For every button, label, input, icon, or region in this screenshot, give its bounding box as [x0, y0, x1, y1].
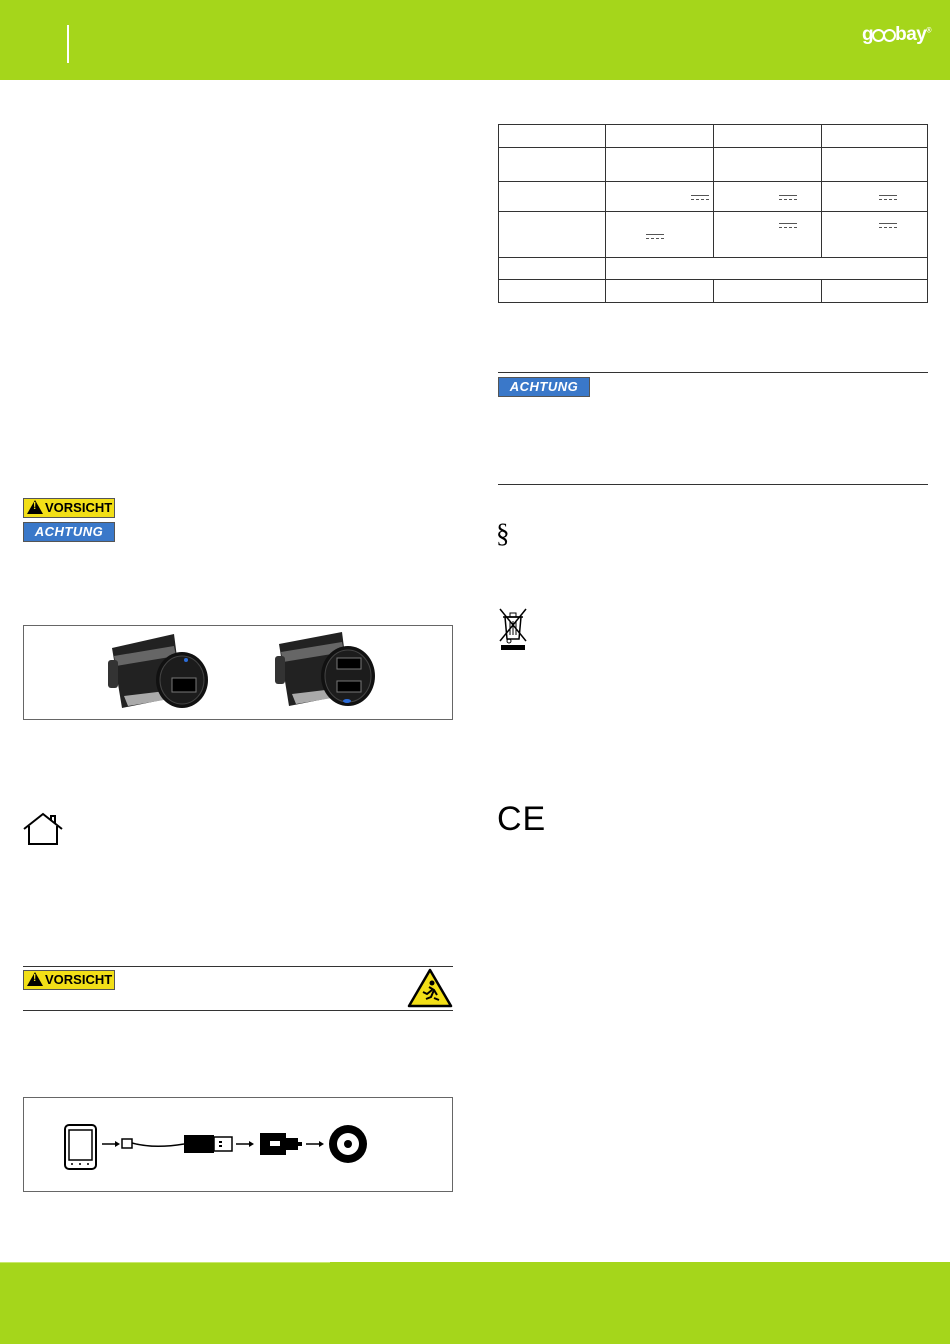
table-cell — [714, 125, 822, 148]
dc-symbol-icon — [779, 195, 797, 200]
table-cell — [714, 280, 822, 303]
table-cell — [714, 212, 822, 258]
table-cell — [714, 148, 822, 182]
table-row — [499, 258, 928, 280]
section-rule-top — [23, 966, 453, 967]
table-cell — [606, 212, 714, 258]
table-cell — [606, 280, 714, 303]
weee-bin-icon — [498, 607, 528, 651]
table-cell — [822, 148, 928, 182]
house-icon — [22, 812, 64, 846]
table-cell — [606, 182, 714, 212]
brand-logo: g bay® — [862, 24, 932, 45]
single-usb-charger-image — [108, 634, 208, 708]
table-cell — [499, 125, 606, 148]
arrow-icon — [236, 1141, 254, 1147]
smartphone-icon — [65, 1125, 96, 1169]
table-row — [499, 182, 928, 212]
achtung-badge: ACHTUNG — [23, 522, 115, 542]
dc-symbol-icon — [646, 234, 664, 239]
table-cell — [714, 182, 822, 212]
table-cell — [499, 148, 606, 182]
table-cell — [606, 125, 714, 148]
ce-mark: CE — [497, 800, 547, 838]
section-rule-bottom — [23, 1010, 453, 1011]
arrow-icon — [102, 1141, 120, 1147]
table-cell — [822, 212, 928, 258]
table-row — [499, 212, 928, 258]
table-row — [499, 125, 928, 148]
trip-hazard-icon — [407, 968, 453, 1008]
vorsicht-badge-2: !VORSICHT — [23, 970, 115, 990]
section-rule-bottom — [498, 484, 928, 485]
page-header — [0, 0, 950, 80]
achtung-badge-2: ACHTUNG — [498, 377, 590, 397]
car-charger-images — [24, 626, 452, 719]
vorsicht-badge: !VORSICHT — [23, 498, 115, 518]
car-socket-icon — [329, 1125, 367, 1163]
connection-diagram-box — [23, 1097, 453, 1192]
warning-triangle-icon — [27, 972, 43, 986]
table-cell — [822, 125, 928, 148]
table-cell — [822, 280, 928, 303]
table-cell — [499, 182, 606, 212]
arrow-icon — [306, 1141, 324, 1147]
page-footer — [0, 1262, 950, 1344]
dc-symbol-icon — [779, 223, 797, 228]
table-row — [499, 148, 928, 182]
header-divider — [67, 25, 69, 63]
table-cell — [499, 258, 606, 280]
table-cell — [606, 258, 928, 280]
table-cell — [822, 182, 928, 212]
usb-cable-icon — [122, 1135, 232, 1153]
paragraph-symbol: § — [496, 518, 510, 548]
table-row — [499, 280, 928, 303]
product-image-box — [23, 625, 453, 720]
table-cell — [606, 148, 714, 182]
connection-diagram — [24, 1098, 452, 1191]
dc-symbol-icon — [879, 223, 897, 228]
section-rule-top — [498, 372, 928, 373]
table-cell — [499, 212, 606, 258]
spec-table — [498, 124, 928, 303]
table-cell — [499, 280, 606, 303]
warning-triangle-icon — [27, 500, 43, 514]
dc-symbol-icon — [879, 195, 897, 200]
footer-rule — [0, 1262, 330, 1263]
car-charger-icon — [260, 1133, 302, 1155]
dc-symbol-icon — [691, 195, 709, 200]
dual-usb-charger-image — [275, 632, 375, 706]
